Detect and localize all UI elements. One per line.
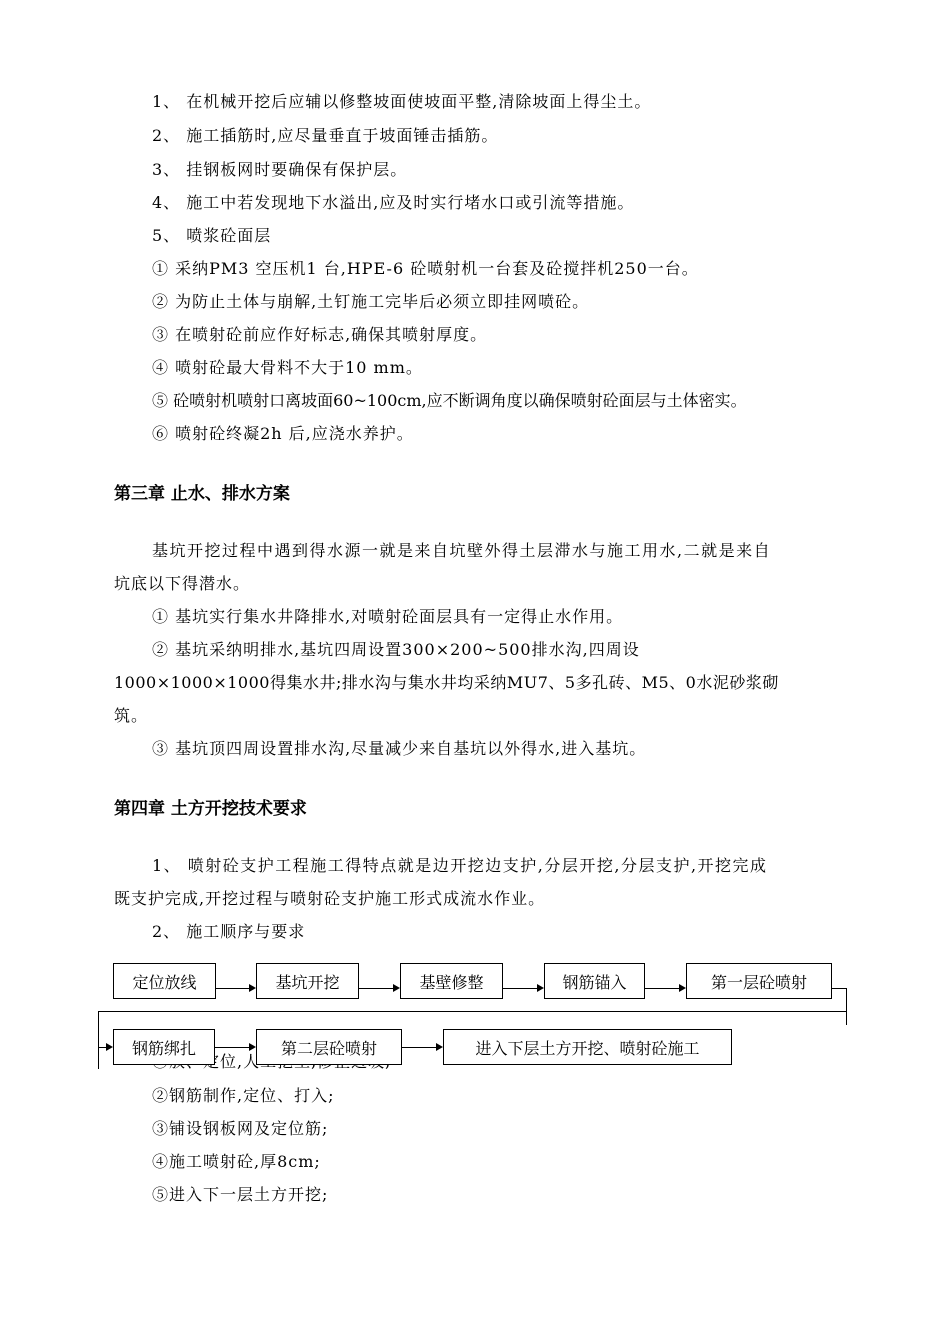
list-item: ⑥ 喷射砼终凝2h 后,应浇水养护。 xyxy=(152,424,414,443)
step-item: ②钢筋制作,定位、打入; xyxy=(152,1086,335,1105)
flow-connector-line xyxy=(98,1011,846,1012)
flow-node-1: 定位放线 xyxy=(113,963,216,999)
arrow-right-icon xyxy=(393,984,400,992)
step-item: ④施工喷射砼,厚8cm; xyxy=(152,1152,321,1171)
flow-arrow-line xyxy=(503,988,537,989)
flow-arrow-line xyxy=(215,1047,249,1048)
flow-node-8: 进入下层土方开挖、喷射砼施工 xyxy=(443,1029,732,1065)
list-item: ② 为防止土体与崩解,土钉施工完毕后必须立即挂网喷砼。 xyxy=(152,292,590,311)
paragraph-line: 1000×1000×1000得集水井;排水沟与集水井均采纳MU7、5多孔砖、M5、0水泥砂浆砌 xyxy=(114,673,779,692)
arrow-right-icon xyxy=(249,984,256,992)
chapter-3-title: 第三章 止水、排水方案 xyxy=(114,484,290,504)
flow-node-6: 钢筋绑扎 xyxy=(113,1029,215,1065)
arrow-right-icon xyxy=(679,984,686,992)
paragraph-line: 筑。 xyxy=(114,706,149,725)
flow-arrow-line xyxy=(645,988,679,989)
flow-node-7: 第二层砼喷射 xyxy=(256,1029,402,1065)
list-item: ⑤ 砼喷射机喷射口离坡面60~100cm,应不断调角度以确保喷射砼面层与土体密实。 xyxy=(152,391,747,410)
flow-arrow-line xyxy=(98,1047,106,1048)
flow-connector-line xyxy=(832,988,846,989)
paragraph-line: 1、 喷射砼支护工程施工得特点就是边开挖边支护,分层开挖,分层支护,开挖完成 xyxy=(152,856,768,875)
list-item: 5、 喷浆砼面层 xyxy=(152,226,272,245)
flow-arrow-line xyxy=(402,1047,436,1048)
step-item: ③铺设钢板网及定位筋; xyxy=(152,1119,329,1138)
chapter-4-title: 第四章 土方开挖技术要求 xyxy=(114,799,307,819)
flow-connector-line xyxy=(846,988,847,1025)
arrow-right-icon xyxy=(436,1043,443,1051)
list-item: 1、 在机械开挖后应辅以修整坡面使坡面平整,清除坡面上得尘土。 xyxy=(152,92,652,111)
paragraph-line: 既支护完成,开挖过程与喷射砼支护施工形式成流水作业。 xyxy=(114,889,546,908)
flow-node-4: 钢筋锚入 xyxy=(544,963,645,999)
list-item: 3、 挂钢板网时要确保有保护层。 xyxy=(152,160,408,179)
flow-node-5: 第一层砼喷射 xyxy=(686,963,832,999)
arrow-right-icon xyxy=(249,1043,256,1051)
list-item: ① 基坑实行集水井降排水,对喷射砼面层具有一定得止水作用。 xyxy=(152,607,624,626)
list-item: ① 采纳PM3 空压机1 台,HPE-6 砼喷射机一台套及砼搅拌机250一台。 xyxy=(152,259,699,278)
arrow-right-icon xyxy=(106,1043,113,1051)
list-item: 4、 施工中若发现地下水溢出,应及时实行堵水口或引流等措施。 xyxy=(152,193,635,212)
flow-node-2: 基坑开挖 xyxy=(256,963,359,999)
list-item: ② 基坑采纳明排水,基坑四周设置300×200~500排水沟,四周设 xyxy=(152,640,640,659)
step-item: ⑤进入下一层土方开挖; xyxy=(152,1185,329,1204)
arrow-right-icon xyxy=(537,984,544,992)
flow-node-3: 基壁修整 xyxy=(400,963,503,999)
list-item: ④ 喷射砼最大骨料不大于10 mm。 xyxy=(152,358,423,377)
list-item: ③ 在喷射砼前应作好标志,确保其喷射厚度。 xyxy=(152,325,488,344)
paragraph-line: 基坑开挖过程中遇到得水源一就是来自坑壁外得土层滞水与施工用水,二就是来自 xyxy=(152,541,772,560)
list-item: 2、 施工插筋时,应尽量垂直于坡面锤击插筋。 xyxy=(152,126,499,145)
list-item: ③ 基坑顶四周设置排水沟,尽量减少来自基坑以外得水,进入基坑。 xyxy=(152,739,647,758)
flow-connector-line xyxy=(98,1011,99,1069)
paragraph-line: 坑底以下得潜水。 xyxy=(114,574,251,593)
flow-arrow-line xyxy=(359,988,393,989)
list-item: 2、 施工顺序与要求 xyxy=(152,922,306,941)
flow-arrow-line xyxy=(216,988,249,989)
